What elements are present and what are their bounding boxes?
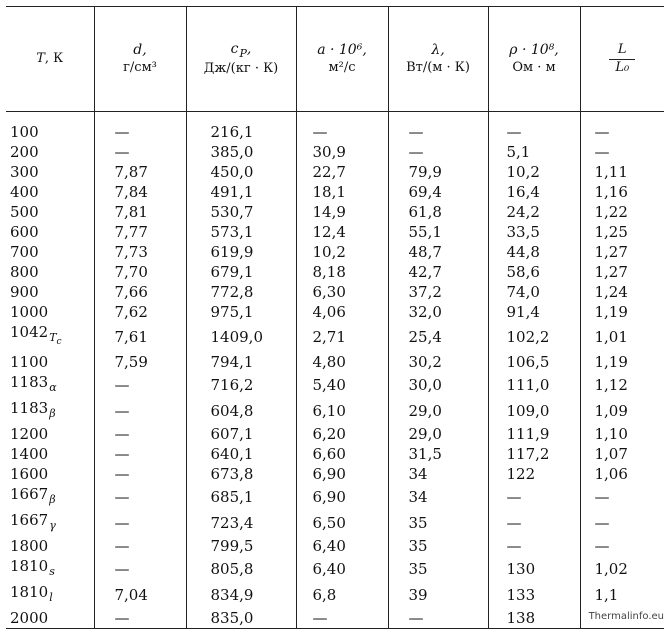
temperature-subscript: α <box>49 381 57 394</box>
cell-lorenz-ratio: 1,01 <box>580 322 664 352</box>
cell-resistivity: 133 <box>488 582 580 608</box>
cell-lorenz-ratio: 1,16 <box>580 182 664 202</box>
table-row <box>6 202 664 222</box>
cell-resistivity: 44,8 <box>488 242 580 262</box>
cell-thermal-conductivity: 35 <box>388 556 488 582</box>
cell-heat-capacity: 216,1 <box>186 112 296 143</box>
cell-heat-capacity: 679,1 <box>186 262 296 282</box>
cell-thermal-conductivity: 55,1 <box>388 222 488 242</box>
cell-lorenz-ratio: 1,06 <box>580 464 664 484</box>
cell-thermal-diffusivity: 6,90 <box>296 464 388 484</box>
table-row <box>6 112 664 143</box>
cell-density: — <box>94 112 186 143</box>
cell-resistivity: 109,0 <box>488 398 580 424</box>
cell-density: — <box>94 536 186 556</box>
cell-temperature: 700 <box>6 242 94 262</box>
cell-temperature: $1810_l$ <box>6 582 94 608</box>
cell-temperature: 400 <box>6 182 94 202</box>
cell-lorenz-ratio: 1,09 <box>580 398 664 424</box>
table-row <box>6 222 664 242</box>
table-row <box>6 302 664 322</box>
cell-thermal-diffusivity: 6,10 <box>296 398 388 424</box>
cell-density: — <box>94 398 186 424</box>
header-resistivity: ρ · 10⁸, Ом · м <box>488 7 580 112</box>
cell-density: — <box>94 464 186 484</box>
cell-density: 7,77 <box>94 222 186 242</box>
cell-heat-capacity: 573,1 <box>186 222 296 242</box>
cell-thermal-diffusivity: — <box>296 112 388 143</box>
temperature-subscript: β <box>49 493 56 506</box>
cell-heat-capacity: 491,1 <box>186 182 296 202</box>
cell-thermal-diffusivity: 6,50 <box>296 510 388 536</box>
cell-lorenz-ratio: 1,24 <box>580 282 664 302</box>
cell-lorenz-ratio: 1,19 <box>580 352 664 372</box>
cell-temperature: 1600 <box>6 464 94 484</box>
header-density: d, г/см³ <box>94 7 186 112</box>
cell-heat-capacity: 799,5 <box>186 536 296 556</box>
cell-density: — <box>94 484 186 510</box>
cell-thermal-conductivity: 31,5 <box>388 444 488 464</box>
cell-thermal-conductivity: 35 <box>388 510 488 536</box>
header-thermal-diffusivity: a · 10⁶, м²/с <box>296 7 388 112</box>
cell-thermal-diffusivity: 14,9 <box>296 202 388 222</box>
cell-heat-capacity: 619,9 <box>186 242 296 262</box>
cell-temperature: 1200 <box>6 424 94 444</box>
cell-heat-capacity: 530,7 <box>186 202 296 222</box>
table-row <box>6 322 664 352</box>
cell-density: — <box>94 444 186 464</box>
cell-heat-capacity: 975,1 <box>186 302 296 322</box>
cell-heat-capacity: 723,4 <box>186 510 296 536</box>
cell-thermal-conductivity: 32,0 <box>388 302 488 322</box>
cell-thermal-conductivity: 30,2 <box>388 352 488 372</box>
table-row <box>6 424 664 444</box>
cell-resistivity: 74,0 <box>488 282 580 302</box>
cell-lorenz-ratio: — <box>580 510 664 536</box>
cell-resistivity: 16,4 <box>488 182 580 202</box>
cell-thermal-conductivity: 29,0 <box>388 398 488 424</box>
cell-temperature: $1667_\gamma$ <box>6 510 94 536</box>
cell-thermal-conductivity: — <box>388 112 488 143</box>
cell-thermal-diffusivity: 6,8 <box>296 582 388 608</box>
cell-temperature: 1400 <box>6 444 94 464</box>
table-row <box>6 608 664 629</box>
cell-thermal-diffusivity: 4,80 <box>296 352 388 372</box>
cell-lorenz-ratio: 1,27 <box>580 242 664 262</box>
cell-temperature: $1183_\beta$ <box>6 398 94 424</box>
cell-thermal-diffusivity: 18,1 <box>296 182 388 202</box>
cell-resistivity: 122 <box>488 464 580 484</box>
cell-heat-capacity: 1409,0 <box>186 322 296 352</box>
cell-thermal-conductivity: 29,0 <box>388 424 488 444</box>
cell-thermal-diffusivity: 30,9 <box>296 142 388 162</box>
cell-thermal-diffusivity: — <box>296 608 388 629</box>
table-row <box>6 444 664 464</box>
temperature-subscript: β <box>49 407 56 420</box>
cell-heat-capacity: 834,9 <box>186 582 296 608</box>
cell-density: — <box>94 510 186 536</box>
cell-heat-capacity: 805,8 <box>186 556 296 582</box>
cell-temperature: $1183_\alpha$ <box>6 372 94 398</box>
cell-temperature: 2000 <box>6 608 94 629</box>
cell-heat-capacity: 716,2 <box>186 372 296 398</box>
table-row <box>6 142 664 162</box>
cell-heat-capacity: 385,0 <box>186 142 296 162</box>
cell-temperature: 800 <box>6 262 94 282</box>
cell-resistivity: 91,4 <box>488 302 580 322</box>
iron-properties-table <box>6 6 664 629</box>
table-row <box>6 372 664 398</box>
table-row <box>6 242 664 262</box>
cell-density: 7,61 <box>94 322 186 352</box>
cell-heat-capacity: 673,8 <box>186 464 296 484</box>
cell-heat-capacity: 685,1 <box>186 484 296 510</box>
cell-thermal-diffusivity: 6,20 <box>296 424 388 444</box>
header-lorenz-ratio: $\frac{L}{\text{L₀}}$ <box>580 7 664 112</box>
cell-heat-capacity: 835,0 <box>186 608 296 629</box>
cell-temperature: $1667_\beta$ <box>6 484 94 510</box>
cell-thermal-diffusivity: 12,4 <box>296 222 388 242</box>
cell-resistivity: 10,2 <box>488 162 580 182</box>
cell-temperature: 1000 <box>6 302 94 322</box>
watermark-text: Thermalinfo.eu <box>588 611 664 622</box>
cell-density: — <box>94 556 186 582</box>
cell-thermal-conductivity: 34 <box>388 484 488 510</box>
cell-lorenz-ratio: 1,12 <box>580 372 664 398</box>
cell-lorenz-ratio: 1,19 <box>580 302 664 322</box>
cell-lorenz-ratio: 1,22 <box>580 202 664 222</box>
cell-thermal-diffusivity: 2,71 <box>296 322 388 352</box>
cell-resistivity: — <box>488 112 580 143</box>
cell-thermal-conductivity: 35 <box>388 536 488 556</box>
cell-temperature: 900 <box>6 282 94 302</box>
cell-resistivity: 102,2 <box>488 322 580 352</box>
cell-lorenz-ratio: — <box>580 536 664 556</box>
cell-resistivity: 130 <box>488 556 580 582</box>
cell-thermal-diffusivity: 6,40 <box>296 556 388 582</box>
table-header-row <box>6 7 664 112</box>
cell-thermal-diffusivity: 6,60 <box>296 444 388 464</box>
table-row <box>6 398 664 424</box>
temperature-subscript: l <box>49 591 53 604</box>
cell-density: 7,81 <box>94 202 186 222</box>
cell-lorenz-ratio: 1,02 <box>580 556 664 582</box>
cell-density: 7,59 <box>94 352 186 372</box>
header-heat-capacity: $c_P$, Дж/(кг · К) <box>186 7 296 112</box>
temperature-subscript: Tc <box>49 331 62 347</box>
table-row <box>6 484 664 510</box>
cell-thermal-diffusivity: 10,2 <box>296 242 388 262</box>
cell-density: 7,66 <box>94 282 186 302</box>
cell-temperature: 200 <box>6 142 94 162</box>
cell-lorenz-ratio: 1,27 <box>580 262 664 282</box>
cell-thermal-conductivity: — <box>388 142 488 162</box>
cell-temperature: 1100 <box>6 352 94 372</box>
cell-thermal-conductivity: 25,4 <box>388 322 488 352</box>
cell-lorenz-ratio: 1,11 <box>580 162 664 182</box>
table-row <box>6 162 664 182</box>
cell-resistivity: 117,2 <box>488 444 580 464</box>
cell-heat-capacity: 640,1 <box>186 444 296 464</box>
header-temperature: T, К <box>6 7 94 112</box>
cell-thermal-conductivity: 37,2 <box>388 282 488 302</box>
temperature-subscript: γ <box>49 519 56 532</box>
table-row <box>6 510 664 536</box>
cell-heat-capacity: 604,8 <box>186 398 296 424</box>
cell-lorenz-ratio: 1,1 <box>580 582 664 608</box>
table-row <box>6 352 664 372</box>
table-row <box>6 556 664 582</box>
cell-thermal-diffusivity: 5,40 <box>296 372 388 398</box>
temperature-subscript: s <box>49 565 55 578</box>
cell-density: 7,84 <box>94 182 186 202</box>
cell-resistivity: 5,1 <box>488 142 580 162</box>
cell-thermal-conductivity: — <box>388 608 488 629</box>
table-body <box>6 112 664 629</box>
cell-density: — <box>94 424 186 444</box>
cell-resistivity: 111,0 <box>488 372 580 398</box>
cell-thermal-diffusivity: 8,18 <box>296 262 388 282</box>
cell-temperature: 300 <box>6 162 94 182</box>
cell-resistivity: 106,5 <box>488 352 580 372</box>
cell-density: 7,70 <box>94 262 186 282</box>
cell-thermal-diffusivity: 6,90 <box>296 484 388 510</box>
cell-thermal-conductivity: 30,0 <box>388 372 488 398</box>
cell-temperature: 100 <box>6 112 94 143</box>
cell-thermal-diffusivity: 6,40 <box>296 536 388 556</box>
cell-density: 7,04 <box>94 582 186 608</box>
cell-lorenz-ratio: 1,10 <box>580 424 664 444</box>
cell-resistivity: 33,5 <box>488 222 580 242</box>
cell-density: 7,73 <box>94 242 186 262</box>
table-row <box>6 182 664 202</box>
cell-resistivity: — <box>488 510 580 536</box>
cell-resistivity: 58,6 <box>488 262 580 282</box>
cell-heat-capacity: 794,1 <box>186 352 296 372</box>
cell-resistivity: — <box>488 484 580 510</box>
cell-resistivity: 138 <box>488 608 580 629</box>
cell-thermal-diffusivity: 6,30 <box>296 282 388 302</box>
table-row <box>6 536 664 556</box>
table-row <box>6 262 664 282</box>
cell-thermal-conductivity: 61,8 <box>388 202 488 222</box>
cell-density: — <box>94 608 186 629</box>
cell-temperature: 500 <box>6 202 94 222</box>
cell-temperature: $1810_s$ <box>6 556 94 582</box>
cell-thermal-diffusivity: 22,7 <box>296 162 388 182</box>
cell-resistivity: — <box>488 536 580 556</box>
cell-lorenz-ratio: — <box>580 112 664 143</box>
cell-density: 7,87 <box>94 162 186 182</box>
cell-lorenz-ratio: — <box>580 142 664 162</box>
cell-thermal-conductivity: 34 <box>388 464 488 484</box>
cell-thermal-conductivity: 69,4 <box>388 182 488 202</box>
cell-temperature: 600 <box>6 222 94 242</box>
cell-thermal-conductivity: 48,7 <box>388 242 488 262</box>
cell-temperature: $1042_{T_c}$ <box>6 322 94 352</box>
header-thermal-conductivity: λ, Вт/(м · К) <box>388 7 488 112</box>
cell-thermal-conductivity: 39 <box>388 582 488 608</box>
cell-lorenz-ratio: 1,25 <box>580 222 664 242</box>
cell-temperature: 1800 <box>6 536 94 556</box>
cell-density: — <box>94 372 186 398</box>
cell-heat-capacity: 607,1 <box>186 424 296 444</box>
cell-resistivity: 111,9 <box>488 424 580 444</box>
cell-resistivity: 24,2 <box>488 202 580 222</box>
cell-lorenz-ratio: 1,07 <box>580 444 664 464</box>
cell-density: 7,62 <box>94 302 186 322</box>
cell-heat-capacity: 450,0 <box>186 162 296 182</box>
cell-density: — <box>94 142 186 162</box>
cell-thermal-conductivity: 42,7 <box>388 262 488 282</box>
cell-heat-capacity: 772,8 <box>186 282 296 302</box>
table-row <box>6 464 664 484</box>
cell-thermal-diffusivity: 4,06 <box>296 302 388 322</box>
table-row <box>6 282 664 302</box>
table-row <box>6 582 664 608</box>
cell-thermal-conductivity: 79,9 <box>388 162 488 182</box>
cell-lorenz-ratio: — <box>580 484 664 510</box>
